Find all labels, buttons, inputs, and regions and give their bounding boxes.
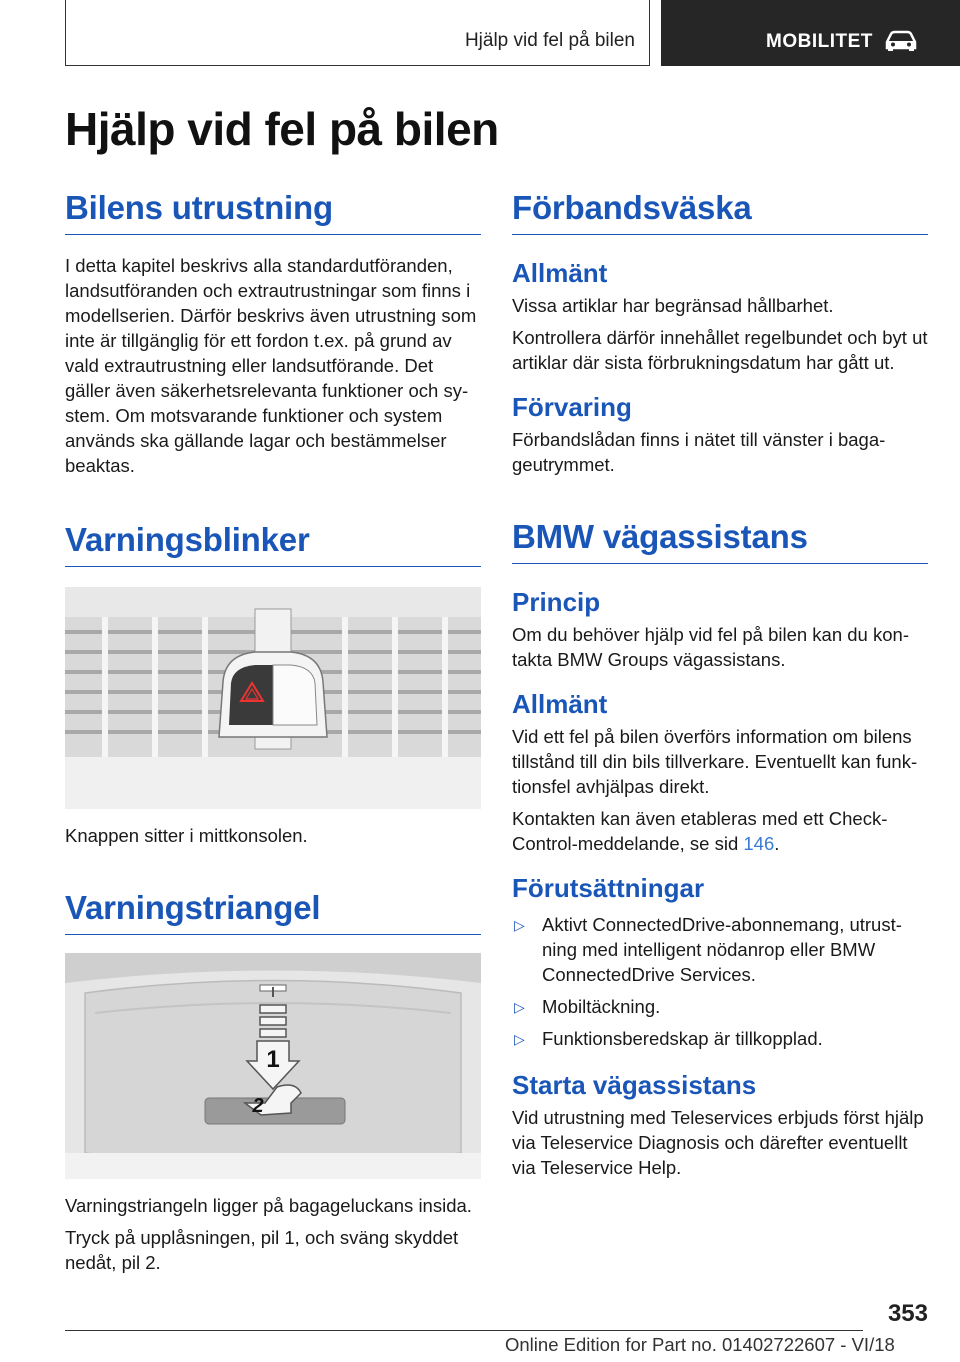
warning-triangle-image [65, 953, 481, 1179]
page-title: Hjälp vid fel på bilen [65, 103, 499, 155]
roadside-principle-p: Om du behöver hjälp vid fel på bilen kan du kontakta BMW Groups vägassistans. [512, 624, 909, 670]
footer-divider [65, 1330, 863, 1331]
roadside-start-p: Vid utrustning med Teleservices erbjuds först hjälp via Teleservice Diagnosis och därefter eventuellt via Teleservice Help. [512, 1107, 924, 1178]
page-ref-link[interactable]: 146 [743, 833, 775, 854]
triangle-caption-1: Varningstriangeln ligger på bagageluckans insida. [65, 1195, 472, 1216]
heading-bilens-utrustning: Bilens utrustning [65, 188, 481, 235]
header-chapter-label: MOBILITET [766, 31, 873, 52]
edition-footer: Online Edition for Part no. 01402722607 - VI/18 [505, 1334, 895, 1355]
requirements-list [512, 912, 928, 1051]
firstaid-storage-p: Förbandslådan finns i nätet till vänster i bagageutrymmet. [512, 429, 886, 475]
heading-forvaring: Förvaring [512, 392, 632, 422]
header-section-box [65, 0, 650, 66]
car-icon [884, 30, 918, 52]
header-chapter-tab[interactable] [661, 0, 960, 66]
heading-varningsblinker: Varningsblinker [65, 520, 481, 567]
triangle-bullet-icon: ▷ [514, 917, 525, 933]
heading-forbandsvaska: Förbandsväska [512, 188, 928, 235]
page-number: 353 [887, 1300, 928, 1327]
heading-starta-vagassistans: Starta vägassistans [512, 1070, 757, 1100]
header-section-title: Hjälp vid fel på bilen [464, 30, 635, 51]
roadside-general-p2-text: Kontakten kan även etableras med ett Check-Control-meddelande, se sid [512, 808, 888, 854]
hazard-switch-image [65, 587, 481, 809]
arrow-2-label: 2 [252, 1095, 264, 1117]
roadside-general-p1: Vid ett fel på bilen överförs information om bilens tillstånd till din bils tillverkare. Eventuellt kan funktionsfel avhjälpas direkt. [512, 726, 918, 797]
list-item: ▷ Funktionsberedskap är tillkopplad. [512, 1026, 928, 1051]
heading-princip: Princip [512, 587, 601, 617]
firstaid-general-p2: Kontrollera därför innehållet regelbundet och byt ut artiklar där sista förbrukningsdatum har gått ut. [512, 327, 928, 373]
heading-varningstriangel: Varningstriangel [65, 888, 481, 935]
equipment-paragraph: I detta kapitel beskrivs alla standardutföranden, landsutföranden och extrautrustningar som finns i modellserien. Därför beskrivs även utrustning som inte är tillgänglig för ett fordon t.ex. på grund av vald extrautrustning eller landsutförande. Det gäller även säkerhetsrelevanta funktioner och system. Om motsvarande funktioner och system används ska gällande lagar och bestämmelser beaktas. [65, 255, 477, 476]
arrow-1-label: 1 [266, 1046, 280, 1073]
roadside-general-p2 [512, 806, 928, 856]
heading-forutsattningar: Förutsättningar [512, 873, 705, 903]
roadside-general-p2-end: . [774, 833, 780, 854]
right-column [512, 188, 928, 1180]
firstaid-general-p1: Vissa artiklar har begränsad hållbarhet. [512, 295, 834, 316]
heading-bmw-vagassistans: BMW vägassistans [512, 517, 928, 564]
list-item: ▷ Aktivt ConnectedDrive-abonnemang, utrustning med intelligent nödanrop eller BMW ConnectedDrive Services. [514, 914, 902, 985]
triangle-bullet-icon: ▷ [514, 1031, 525, 1047]
list-item: ▷ Mobiltäckning. [512, 994, 928, 1019]
hazard-caption: Knappen sitter i mittkonsolen. [65, 825, 308, 846]
triangle-bullet-icon: ▷ [514, 999, 525, 1015]
heading-allmant-2: Allmänt [512, 689, 608, 719]
triangle-caption-2: Tryck på upplåsningen, pil 1, och sväng skyddet nedåt, pil 2. [65, 1227, 459, 1273]
heading-allmant-1: Allmänt [512, 258, 608, 288]
left-column [65, 188, 481, 1275]
